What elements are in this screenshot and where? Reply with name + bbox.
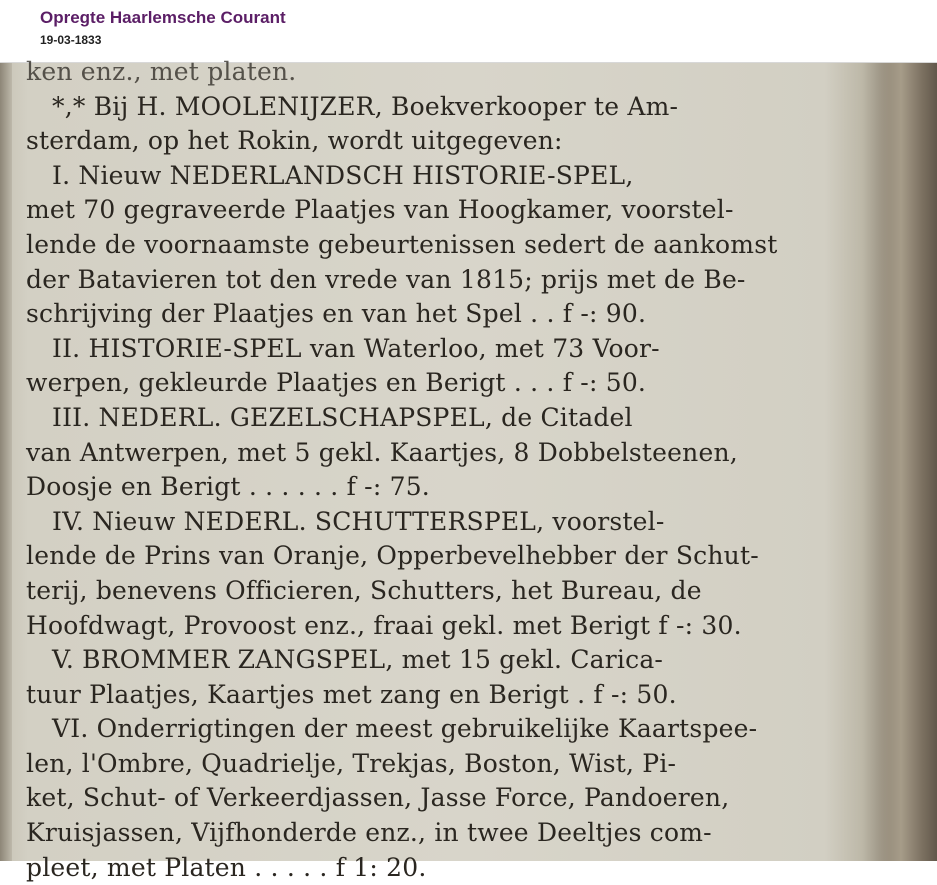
text-line: I. Nieuw NEDERLANDSCH HISTORIE-SPEL, <box>52 160 634 190</box>
text-line: der Batavieren tot den vrede van 1815; prijs met de Be- <box>26 264 746 294</box>
text-line: schrijving der Plaatjes en van het Spel . . f -: 90. <box>26 299 647 329</box>
text-line: V. BROMMER ZANGSPEL, met 15 gekl. Carica- <box>52 645 664 675</box>
page-gutter <box>0 63 12 861</box>
issue-date: 19-03-1833 <box>40 33 102 47</box>
text-line: ket, Schut- of Verkeerdjassen, Jasse Force, Pandoeren, <box>26 783 730 813</box>
text-line: terij, benevens Officieren, Schutters, het Bureau, de <box>26 575 702 605</box>
advertisement-text <box>26 55 876 885</box>
text-line: *,* Bij H. MOOLENIJZER, Boekverkooper te Am- <box>52 91 679 121</box>
text-line: len, l'Ombre, Quadrielje, Trekjas, Boston, Wist, Pi- <box>26 748 677 778</box>
text-line: Doosje en Berigt . . . . . . f -: 75. <box>26 472 430 502</box>
text-line: sterdam, op het Rokin, wordt uitgegeven: <box>26 126 563 156</box>
text-line: ken enz., met platen. <box>26 57 297 86</box>
text-line: lende de Prins van Oranje, Opperbevelhebber der Schut- <box>26 541 759 571</box>
text-line: lende de voornaamste gebeurtenissen sedert de aankomst <box>26 229 778 259</box>
text-line: tuur Plaatjes, Kaartjes met zang en Berigt . f -: 50. <box>26 679 677 709</box>
text-line: II. HISTORIE-SPEL van Waterloo, met 73 Voor- <box>52 333 660 363</box>
page-header <box>0 0 937 63</box>
text-line: Hoofdwagt, Provoost enz., fraai gekl. met Berigt f -: 30. <box>26 610 742 640</box>
text-line: IV. Nieuw NEDERL. SCHUTTERSPEL, voorstel- <box>52 506 665 536</box>
text-line: Kruisjassen, Vijfhonderde enz., in twee Deeltjes com- <box>26 818 712 848</box>
text-line: pleet, met Platen . . . . . f 1: 20. <box>26 852 427 882</box>
text-line: III. NEDERL. GEZELSCHAPSPEL, de Citadel <box>52 402 633 432</box>
text-line: met 70 gegraveerde Plaatjes van Hoogkamer, voorstel- <box>26 195 734 225</box>
text-line: VI. Onderrigtingen der meest gebruikelijke Kaartspee- <box>52 714 758 744</box>
text-line: werpen, gekleurde Plaatjes en Berigt . . . f -: 50. <box>26 368 647 398</box>
text-line: van Antwerpen, met 5 gekl. Kaartjes, 8 Dobbelsteenen, <box>26 437 738 467</box>
page-binding-shadow <box>877 63 937 861</box>
newspaper-title: Opregte Haarlemsche Courant <box>40 8 286 27</box>
scanned-page-image <box>0 57 937 882</box>
